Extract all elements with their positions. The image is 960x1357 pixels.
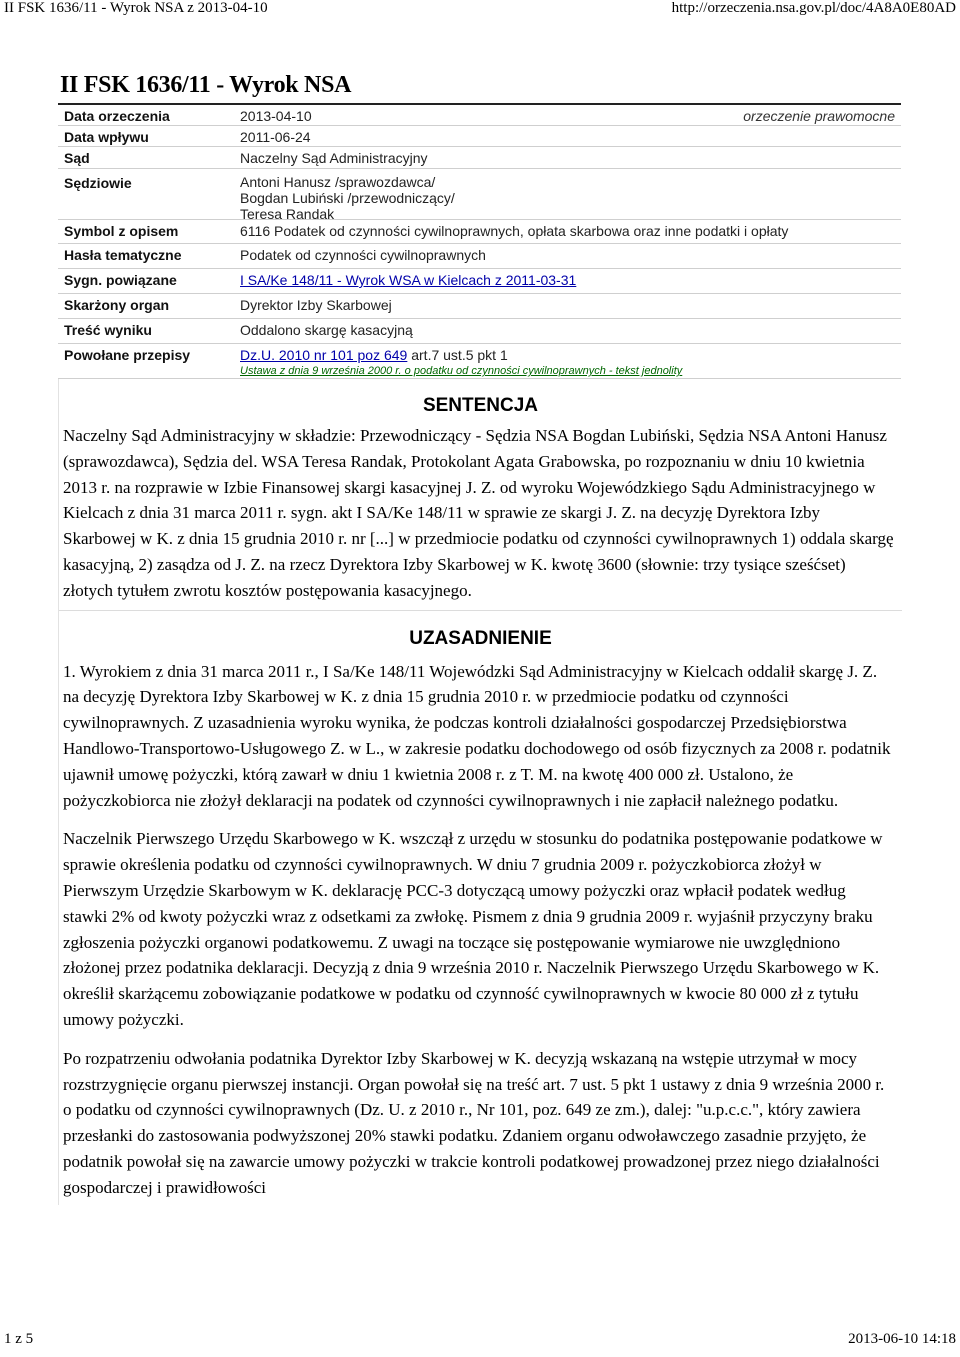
page-number: 1 z 5 — [4, 1331, 34, 1347]
uzasadnienie-paragraph: Naczelnik Pierwszego Urzędu Skarbowego w K. wszczął z urzędu w stosunku do podatnika postępowanie podatkowe w sprawie określenia podatku od czynności cywilnoprawnych. W dniu 7 grudnia 2009 r. pożyczkobiorca złożył w Pierwszym Urzędzie Skarbowym w K. deklarację PCC-3 dotyczącą umowy pożyczki oraz wpłacił podatek według stawki 2% od kwoty pożyczki wraz z odsetkami za zwłokę. Pismem z dnia 9 grudnia 2009 r. wyjaśnił przyczyny braku zgłoszenia pożyczki organowi podatkowemu. Z uwagi na toczące się postępowanie wymiarowe nie uwzględniono złożonej przez podatnika deklaracji. Decyzją z dnia 9 września 2010 r. Naczelnik Pierwszego Urzędu Skarbowego w K. określił skarżącemu zobowiązanie podatkowe w podatku od czynność cywilnoprawnych w kwocie 80 000 zł z tytułu umowy pożyczki. — [63, 829, 883, 1029]
meta-label: Skarżony organ — [64, 297, 170, 313]
meta-label: Treść wyniku — [64, 322, 152, 338]
meta-row-provisions — [58, 344, 901, 379]
metadata-table — [58, 103, 901, 379]
meta-row-result — [58, 319, 901, 344]
related-case-link[interactable]: I SA/Ke 148/11 - Wyrok WSA w Kielcach z 2011-03-31 — [240, 272, 577, 288]
print-header-title: II FSK 1636/11 - Wyrok NSA z 2013-04-10 — [4, 0, 268, 16]
judge-name: Teresa Randak — [240, 206, 335, 222]
provisions-suffix: art.7 ust.5 pkt 1 — [411, 347, 508, 363]
judgment-body — [58, 379, 902, 1205]
print-timestamp: 2013-06-10 14:18 — [848, 1331, 956, 1347]
meta-value: 2013-04-10 — [240, 108, 312, 124]
meta-row-court — [58, 147, 901, 169]
provisions-value — [240, 344, 682, 378]
sentencja-text: Naczelny Sąd Administracyjny w składzie: Przewodniczący - Sędzia NSA Bogdan Lubiński, Sędzia NSA Antoni Hanusz (sprawozdawca), Sędzia del. WSA Teresa Randak, Protokolant Agata Grabowska, po rozpoznaniu w dniu 10 kwietnia 2013 r. na rozprawie w Izbie Finansowej skargi kasacyjnej J. Z. od wyroku Wojewódzkiego Sądu Administracyjnego w Kielcach z dnia 31 marca 2011 r. sygn. akt I SA/Ke 148/11 w sprawie ze skargi J. Z. na decyzję Dyrektora Izby Skarbowej w K. z dnia 15 grudnia 2010 r. nr [...] w przedmiocie podatku od czynności cywilnoprawnych 1) oddala skargę kasacyjną, 2) zasądza od J. Z. na rzecz Dyrektora Izby Skarbowej w K. kwotę 3600 (słownie: trzy tysiące sześćset) złotych tytułem zwrotu kosztów postępowania kasacyjnego. — [63, 426, 894, 600]
meta-label: Symbol z opisem — [64, 223, 179, 239]
meta-row-received — [58, 126, 901, 147]
judge-name: Antoni Hanusz /sprawozdawca/ — [240, 174, 436, 190]
meta-row-related — [58, 269, 901, 294]
meta-value — [240, 269, 576, 293]
meta-value: Naczelny Sąd Administracyjny — [240, 150, 428, 166]
meta-value: Oddalono skargę kasacyjną — [240, 322, 413, 338]
meta-label: Data orzeczenia — [64, 108, 170, 124]
uzasadnienie-heading: UZASADNIENIE — [409, 627, 552, 649]
sentencja-heading: SENTENCJA — [422, 395, 539, 416]
page-title: II FSK 1636/11 - Wyrok NSA — [60, 72, 352, 98]
meta-label: Hasła tematyczne — [64, 247, 182, 263]
uzasadnienie-paragraph: 1. Wyrokiem z dnia 31 marca 2011 r., I Sa/Ke 148/11 Wojewódzki Sąd Administracyjny w Kielcach oddalił skargę J. Z. na decyzję Dyrektora Izby Skarbowej w K. z dnia 15 grudnia 2010 r. w przedmiocie podatku od czynności cywilnoprawnych. Z uzasadnienia wyroku wynika, że podczas kontroli działalności gospodarczej Przedsiębiorstwa Handlowo-Transportowo-Usługowego Z. w L., w zakresie podatku dochodowego od osób fizycznych za 2008 r. podatnik ujawnił umowę pożyczki, którą zawarł w dniu 1 kwietnia 2008 r. z T. M. na kwotę 400 000 zł. Ustalono, że pożyczkobiorca nie złożył deklaracji na podatek od czynności cywilnoprawnych i nie zapłacił należnego podatku. — [63, 661, 891, 810]
meta-label: Data wpływu — [64, 129, 149, 145]
meta-value: 6116 Podatek od czynności cywilnoprawnych, opłata skarbowa oraz inne podatki i opłaty — [240, 223, 789, 239]
act-note-link[interactable]: Ustawa z dnia 9 września 2000 r. o podatku od czynności cywilnoprawnych - tekst jednolity — [240, 365, 683, 377]
meta-row-keywords — [58, 244, 901, 269]
meta-value: Dyrektor Izby Skarbowej — [240, 297, 392, 313]
meta-row-respondent — [58, 294, 901, 319]
meta-value: 2011-06-24 — [240, 129, 311, 145]
status-badge: orzeczenie prawomocne — [743, 108, 895, 124]
uzasadnienie-paragraph: Po rozpatrzeniu odwołania podatnika Dyrektor Izby Skarbowej w K. decyzją wskazaną na wstępie utrzymał w mocy rozstrzygnięcie organu pierwszej instancji. Organ powołał się na treść art. 7 ust. 5 pkt 1 ustawy z dnia 9 września 2000 r. o podatku od czynności cywilnoprawnych (Dz. U. z 2010 r., Nr 101, poz. 649 ze zm.), dalej: "u.p.c.c.", który zawiera przesłanki do zastosowania podwyższonej 20% stawki podatku. Zdaniem organu odwoławczego zasadnie przyjęto, że podatnik powołał się na zawarcie umowy pożyczki w trakcie kontroli podatkowej prowadzonej przez niego działalności gospodarczej i prawidłowości — [63, 1048, 885, 1197]
print-footer — [4, 1331, 956, 1351]
print-header — [4, 0, 956, 24]
print-header-url: http://orzeczenia.nsa.gov.pl/doc/4A8A0E80AD — [671, 0, 956, 16]
provisions-link[interactable]: Dz.U. 2010 nr 101 poz 649 — [240, 347, 408, 363]
meta-row-judges — [58, 169, 901, 220]
judge-name: Bogdan Lubiński /przewodniczący/ — [240, 190, 455, 206]
meta-row-date — [58, 105, 901, 126]
meta-label: Powołane przepisy — [64, 347, 191, 363]
meta-label: Sygn. powiązane — [64, 272, 177, 288]
meta-value: Podatek od czynności cywilnoprawnych — [240, 247, 486, 263]
act-note — [240, 363, 682, 379]
meta-label: Sąd — [64, 150, 90, 166]
meta-row-symbol — [58, 220, 901, 244]
meta-label: Sędziowie — [64, 175, 132, 191]
document — [58, 72, 903, 1205]
judges-list — [240, 169, 455, 222]
